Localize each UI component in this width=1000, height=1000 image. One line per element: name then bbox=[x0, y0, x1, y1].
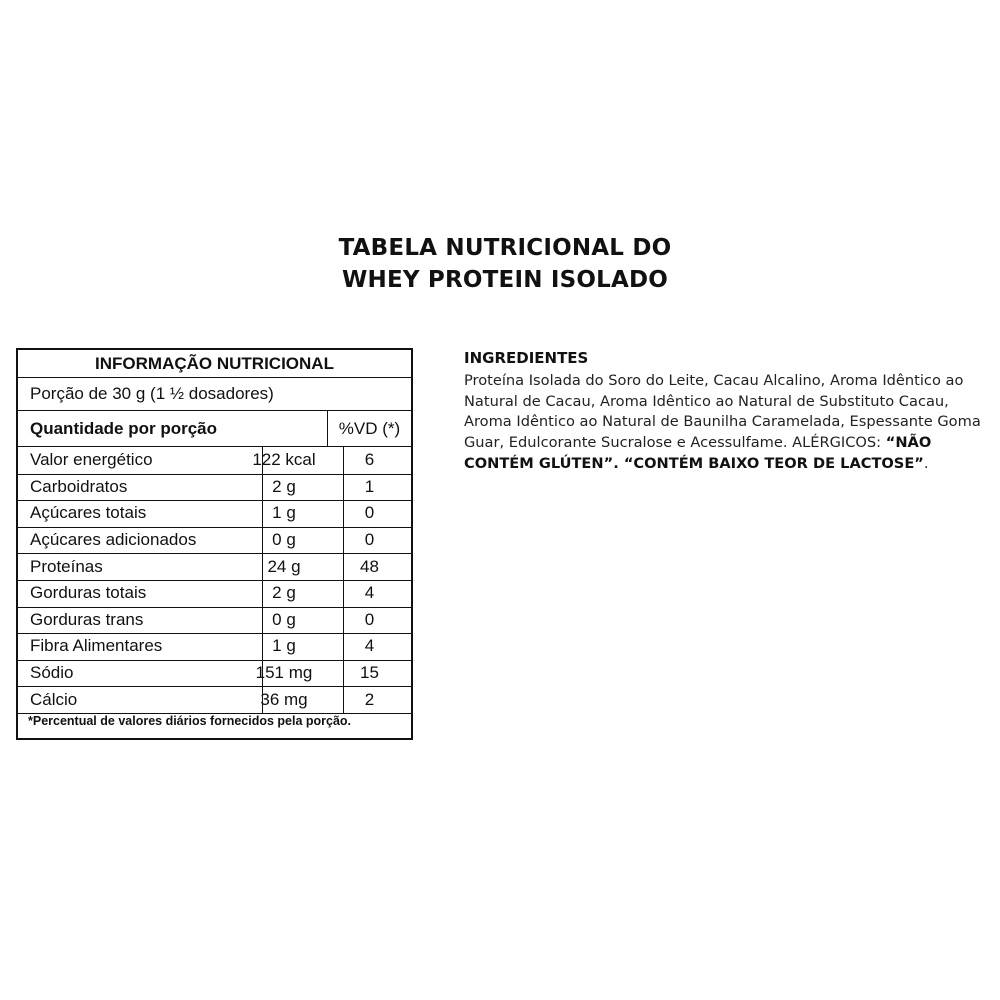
nutrient-vd: 0 bbox=[364, 503, 375, 523]
nutrient-name: Carboidratos bbox=[30, 476, 128, 496]
nutrient-name: Açúcares totais bbox=[30, 503, 147, 523]
nutrition-header: INFORMAÇÃO NUTRICIONAL bbox=[95, 353, 334, 373]
ingredients-end: . bbox=[923, 454, 929, 472]
nutrient-quantity: 0 g bbox=[272, 609, 296, 629]
ingredients-list: Proteína Isolada do Soro do Leite, Cacau Alcalino, Aroma Idêntico ao Natural de Cacau, Aroma Idêntico ao Natural de Substituto Cacau, Aroma Idêntico ao Natural de Baunilha Caramelada, Espessante Goma Guar, Edulcorante Sucralose e Acessulfame. ALÉRGICOS: bbox=[464, 371, 981, 452]
nutrient-row bbox=[18, 500, 411, 527]
nutrient-name: Sódio bbox=[30, 663, 74, 683]
nutrient-row bbox=[18, 580, 411, 607]
ingredients-section bbox=[464, 348, 984, 475]
nutrient-name: Gorduras totais bbox=[30, 583, 147, 603]
column-divider bbox=[327, 410, 328, 446]
nutrient-quantity: 151 mg bbox=[255, 663, 313, 683]
nutrient-vd: 6 bbox=[364, 450, 375, 470]
footnote: *Percentual de valores diários fornecidos pela porção. bbox=[28, 714, 352, 728]
nutrient-row bbox=[18, 686, 411, 713]
nutrient-vd: 4 bbox=[364, 636, 375, 656]
nutrient-quantity: 122 kcal bbox=[252, 450, 316, 470]
ingredients-title: INGREDIENTES bbox=[464, 349, 589, 367]
nutrient-name: Gorduras trans bbox=[30, 609, 144, 629]
nutrient-vd: 4 bbox=[364, 583, 375, 603]
nutrient-vd: 48 bbox=[360, 556, 379, 576]
nutrient-quantity: 1 g bbox=[272, 636, 296, 656]
nutrient-row bbox=[18, 553, 411, 580]
nutrient-vd: 15 bbox=[360, 663, 379, 683]
allergen-warning: “NÃO CONTÉM GLÚTEN”. “CONTÉM BAIXO TEOR DE LACTOSE” bbox=[464, 434, 932, 472]
column-divider bbox=[262, 447, 263, 713]
nutrient-vd: 0 bbox=[364, 609, 375, 629]
nutrition-header-row bbox=[18, 350, 411, 377]
nutrient-quantity: 0 g bbox=[272, 530, 296, 550]
nutrient-row bbox=[18, 633, 411, 660]
quantity-label: Quantidade por porção bbox=[30, 418, 218, 438]
nutrient-quantity: 2 g bbox=[272, 476, 296, 496]
nutrient-row bbox=[18, 447, 411, 474]
nutrient-name: Açúcares adicionados bbox=[30, 530, 197, 550]
page-title bbox=[0, 232, 1000, 296]
nutrient-vd: 0 bbox=[364, 530, 375, 550]
title-line-2: WHEY PROTEIN ISOLADO bbox=[341, 267, 669, 293]
nutrient-name: Valor energético bbox=[30, 450, 153, 470]
nutrient-row bbox=[18, 527, 411, 554]
nutrient-name: Fibra Alimentares bbox=[30, 636, 163, 656]
column-divider bbox=[343, 447, 344, 713]
portion-row bbox=[18, 378, 411, 410]
nutrient-vd: 1 bbox=[364, 476, 375, 496]
nutrient-quantity: 2 g bbox=[272, 583, 296, 603]
portion-text: Porção de 30 g (1 ½ dosadores) bbox=[30, 384, 274, 403]
nutrient-row bbox=[18, 474, 411, 501]
nutrient-row bbox=[18, 607, 411, 634]
vd-label: %VD (*) bbox=[338, 418, 401, 438]
nutrient-quantity: 1 g bbox=[272, 503, 296, 523]
ingredients-text bbox=[464, 371, 984, 475]
nutrition-facts-table bbox=[16, 348, 413, 740]
title-line-1: TABELA NUTRICIONAL DO bbox=[338, 235, 672, 261]
nutrient-quantity: 36 mg bbox=[260, 689, 308, 709]
nutrient-vd: 2 bbox=[364, 689, 375, 709]
nutrient-quantity: 24 g bbox=[267, 556, 301, 576]
nutrient-name: Proteínas bbox=[30, 556, 103, 576]
quantity-header-row bbox=[18, 411, 411, 446]
nutrient-row bbox=[18, 660, 411, 687]
nutrient-name: Cálcio bbox=[30, 689, 78, 709]
